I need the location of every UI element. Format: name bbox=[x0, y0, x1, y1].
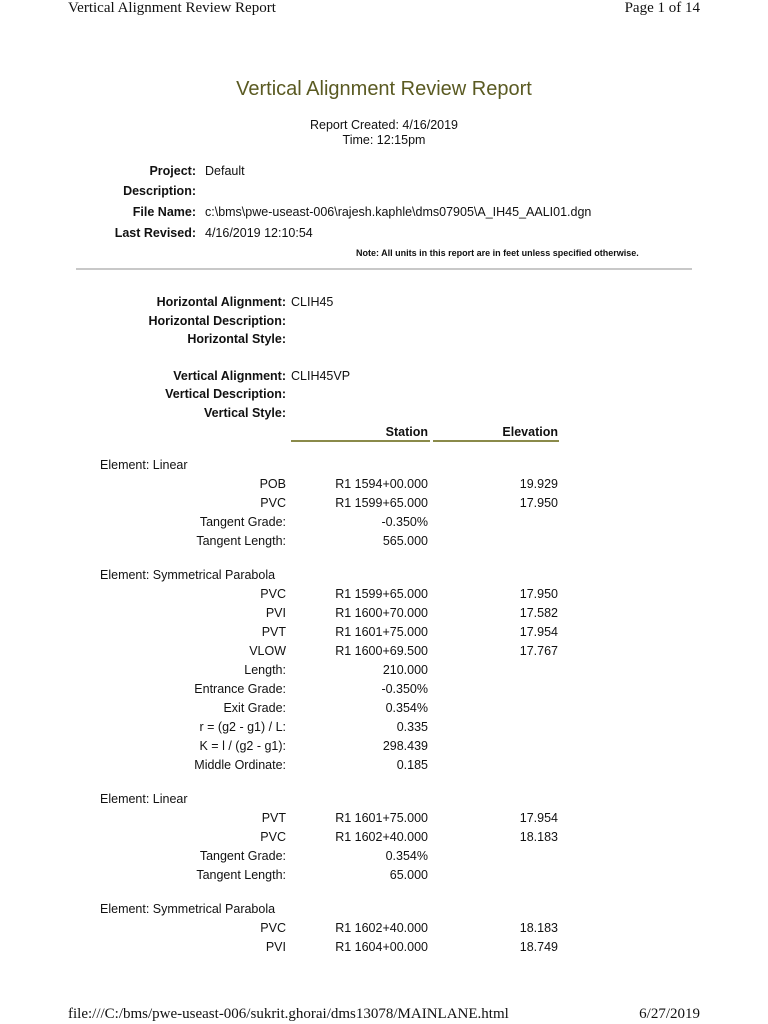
element-title: Element: Symmetrical Parabola bbox=[100, 568, 276, 582]
row-elevation: 17.950 bbox=[519, 587, 558, 601]
report-title: Vertical Alignment Review Report bbox=[236, 78, 532, 100]
row-station: 0.335 bbox=[396, 720, 428, 734]
file-name-label: File Name: bbox=[132, 205, 196, 219]
table-row bbox=[0, 477, 768, 496]
table-row bbox=[0, 720, 768, 739]
horizontal-alignment-label: Horizontal Alignment: bbox=[156, 295, 286, 309]
table-row bbox=[0, 625, 768, 644]
table-row bbox=[0, 515, 768, 534]
row-label: PVT bbox=[261, 625, 286, 639]
element-title: Element: Linear bbox=[100, 458, 188, 472]
table-row bbox=[0, 940, 768, 959]
vertical-alignment-value: CLIH45VP bbox=[291, 369, 351, 383]
row-elevation: 18.183 bbox=[519, 830, 558, 844]
row-label: VLOW bbox=[249, 644, 286, 658]
project-label: Project: bbox=[149, 164, 196, 178]
table-row bbox=[0, 739, 768, 758]
row-elevation: 17.954 bbox=[519, 625, 558, 639]
page-number: Page 1 of 14 bbox=[624, 0, 700, 16]
row-station: 0.185 bbox=[396, 758, 428, 772]
horizontal-style-label: Horizontal Style: bbox=[187, 332, 286, 346]
page-footer-path: file:///C:/bms/pwe-useast-006/sukrit.ghorai/dms13078/MAINLANE.html bbox=[68, 1006, 509, 1022]
row-label: Length: bbox=[244, 663, 286, 677]
row-station: -0.350% bbox=[381, 515, 428, 529]
row-label: PVC bbox=[260, 921, 286, 935]
elevation-column-header: Elevation bbox=[502, 425, 558, 439]
row-station: 210.000 bbox=[382, 663, 428, 677]
row-station: 298.439 bbox=[382, 739, 428, 753]
horizontal-alignment-value: CLIH45 bbox=[291, 295, 334, 309]
table-row bbox=[0, 682, 768, 701]
elevation-column-underline bbox=[433, 440, 559, 442]
vertical-alignment-label: Vertical Alignment: bbox=[173, 369, 286, 383]
horizontal-description-label: Horizontal Description: bbox=[148, 314, 286, 328]
table-row bbox=[0, 663, 768, 682]
row-elevation: 19.929 bbox=[519, 477, 558, 491]
row-station: R1 1602+40.000 bbox=[335, 921, 428, 935]
element-title: Element: Linear bbox=[100, 792, 188, 806]
row-label: PVT bbox=[261, 811, 286, 825]
file-name-value: c:\bms\pwe-useast-006\rajesh.kaphle\dms07905\A_IH45_AALI01.dgn bbox=[205, 205, 592, 219]
row-station: 0.354% bbox=[385, 701, 428, 715]
row-elevation: 18.183 bbox=[519, 921, 558, 935]
row-station: R1 1599+65.000 bbox=[335, 587, 428, 601]
row-label: Tangent Length: bbox=[196, 534, 286, 548]
row-label: PVI bbox=[265, 940, 286, 954]
row-label: PVC bbox=[260, 830, 286, 844]
row-station: R1 1601+75.000 bbox=[335, 811, 428, 825]
row-station: R1 1601+75.000 bbox=[335, 625, 428, 639]
vertical-description-label: Vertical Description: bbox=[165, 387, 286, 401]
table-row bbox=[0, 644, 768, 663]
row-label: Entrance Grade: bbox=[194, 682, 286, 696]
section-divider bbox=[76, 268, 692, 270]
row-label: Tangent Length: bbox=[196, 868, 286, 882]
table-row bbox=[0, 921, 768, 940]
row-station: 565.000 bbox=[382, 534, 428, 548]
vertical-style-label: Vertical Style: bbox=[204, 406, 286, 420]
row-label: Tangent Grade: bbox=[199, 515, 286, 529]
table-row bbox=[0, 701, 768, 720]
row-station: R1 1602+40.000 bbox=[335, 830, 428, 844]
last-revised-value: 4/16/2019 12:10:54 bbox=[205, 226, 313, 240]
row-label: PVC bbox=[260, 496, 286, 510]
report-time: Time: 12:15pm bbox=[342, 133, 426, 147]
report-created: Report Created: 4/16/2019 bbox=[309, 118, 459, 132]
row-elevation: 17.950 bbox=[519, 496, 558, 510]
row-station: -0.350% bbox=[381, 682, 428, 696]
row-label: Tangent Grade: bbox=[199, 849, 286, 863]
station-column-underline bbox=[291, 440, 430, 442]
table-row bbox=[0, 587, 768, 606]
row-label: PVC bbox=[260, 587, 286, 601]
table-row bbox=[0, 830, 768, 849]
row-elevation: 17.582 bbox=[519, 606, 558, 620]
project-value: Default bbox=[205, 164, 245, 178]
row-station: 0.354% bbox=[385, 849, 428, 863]
row-station: 65.000 bbox=[389, 868, 428, 882]
row-station: R1 1604+00.000 bbox=[335, 940, 428, 954]
row-label: PVI bbox=[265, 606, 286, 620]
row-station: R1 1594+00.000 bbox=[335, 477, 428, 491]
page-footer-date: 6/27/2019 bbox=[639, 1006, 700, 1022]
row-station: R1 1600+69.500 bbox=[335, 644, 428, 658]
table-row bbox=[0, 868, 768, 887]
table-row bbox=[0, 534, 768, 553]
description-label: Description: bbox=[123, 184, 196, 198]
element-title: Element: Symmetrical Parabola bbox=[100, 902, 276, 916]
row-label: K = l / (g2 - g1): bbox=[199, 739, 286, 753]
table-row bbox=[0, 758, 768, 777]
page-header-title: Vertical Alignment Review Report bbox=[68, 0, 276, 16]
row-label: Middle Ordinate: bbox=[194, 758, 286, 772]
row-elevation: 17.954 bbox=[519, 811, 558, 825]
table-row bbox=[0, 606, 768, 625]
row-station: R1 1599+65.000 bbox=[335, 496, 428, 510]
table-row bbox=[0, 496, 768, 515]
row-elevation: 17.767 bbox=[519, 644, 558, 658]
last-revised-label: Last Revised: bbox=[114, 226, 196, 240]
table-row bbox=[0, 811, 768, 830]
station-column-header: Station bbox=[385, 425, 428, 439]
row-label: Exit Grade: bbox=[223, 701, 286, 715]
table-row bbox=[0, 849, 768, 868]
row-station: R1 1600+70.000 bbox=[335, 606, 428, 620]
row-label: r = (g2 - g1) / L: bbox=[199, 720, 286, 734]
row-label: POB bbox=[259, 477, 286, 491]
row-elevation: 18.749 bbox=[519, 940, 558, 954]
units-note: Note: All units in this report are in feet unless specified otherwise. bbox=[356, 248, 639, 258]
